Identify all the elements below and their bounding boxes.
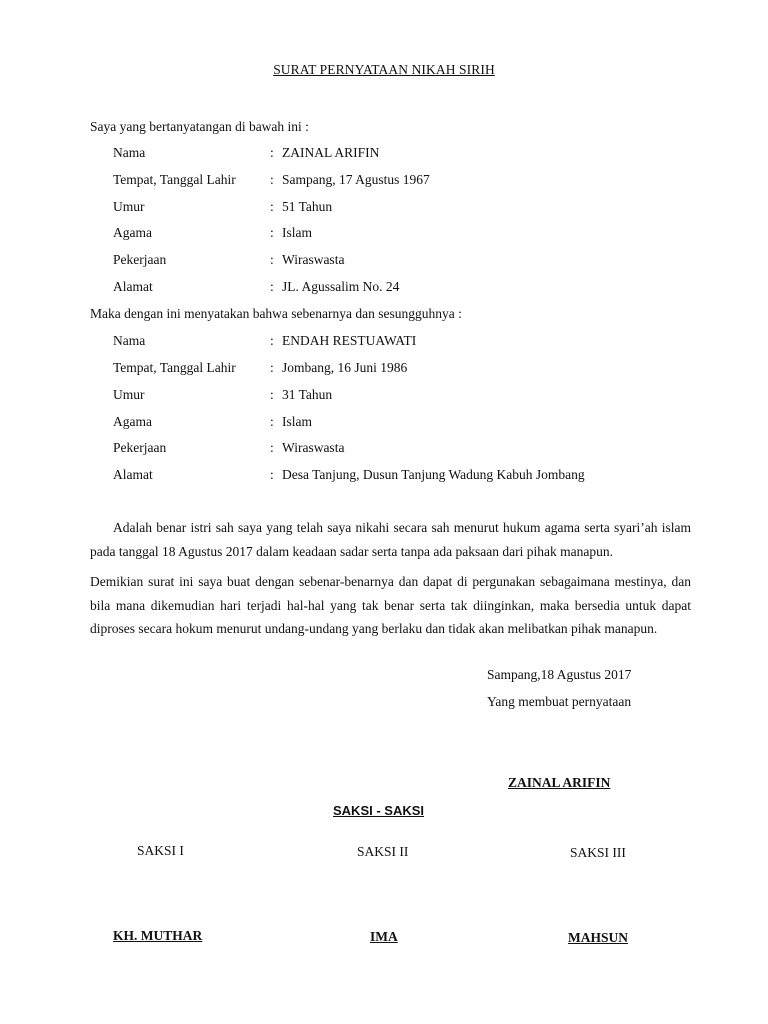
- party1-birth-label: Tempat, Tanggal Lahir: [113, 172, 236, 187]
- intro-text: Saya yang bertanyatangan di bawah ini :: [90, 119, 309, 134]
- party1-age-label: Umur: [113, 199, 145, 214]
- party2-job-sep: :: [270, 440, 274, 455]
- party1-age-sep: :: [270, 199, 274, 214]
- party1-religion-label: Agama: [113, 225, 152, 240]
- witness1-label: SAKSI I: [137, 843, 184, 858]
- party2-name-sep: :: [270, 333, 274, 348]
- party1-name-value: ZAINAL ARIFIN: [282, 145, 380, 160]
- party2-birth-label: Tempat, Tanggal Lahir: [113, 360, 236, 375]
- party1-job-sep: :: [270, 252, 274, 267]
- party2-birth-sep: :: [270, 360, 274, 375]
- party2-birth-value: Jombang, 16 Juni 1986: [282, 360, 408, 375]
- party2-name-value: ENDAH RESTUAWATI: [282, 333, 417, 348]
- party1-address-label: Alamat: [113, 279, 153, 294]
- party1-religion-value: Islam: [282, 225, 312, 240]
- party1-age-value: 51 Tahun: [282, 199, 333, 214]
- party1-name-label: Nama: [113, 145, 146, 160]
- party1-job-label: Pekerjaan: [113, 252, 167, 267]
- party2-job-value: Wiraswasta: [282, 440, 345, 455]
- witness2-name: IMA: [370, 929, 398, 944]
- witness1-name: KH. MUTHAR: [113, 928, 203, 943]
- party1-name-sep: :: [270, 145, 274, 160]
- witnesses-title: SAKSI - SAKSI: [333, 803, 425, 818]
- document-title: SURAT PERNYATAAN NIKAH SIRIH: [273, 62, 495, 77]
- party1-religion-sep: :: [270, 225, 274, 240]
- statement-paragraph: Adalah benar istri sah saya yang telah saya nikahi secara sah menurut hukum agama serta syari’ah islam pada tanggal 18 Agustus 2017 dalam keadaan sadar serta tanpa ada paksaan dari pihak manapun.: [90, 520, 691, 559]
- party2-religion-value: Islam: [282, 414, 312, 429]
- party1-birth-value: Sampang, 17 Agustus 1967: [282, 172, 430, 187]
- declaration-text: Maka dengan ini menyatakan bahwa sebenarnya dan sesungguhnya :: [90, 306, 462, 321]
- party1-birth-sep: :: [270, 172, 274, 187]
- party2-age-label: Umur: [113, 387, 145, 402]
- party2-name-label: Nama: [113, 333, 146, 348]
- witness2-label: SAKSI II: [357, 844, 409, 859]
- party2-religion-label: Agama: [113, 414, 152, 429]
- witness3-name: MAHSUN: [568, 930, 628, 945]
- maker-signature-name: ZAINAL ARIFIN: [508, 775, 611, 790]
- party1-address-sep: :: [270, 279, 274, 294]
- party2-address-value: Desa Tanjung, Dusun Tanjung Wadung Kabuh Jombang: [282, 467, 585, 482]
- witness3-label: SAKSI III: [570, 845, 626, 860]
- party2-address-label: Alamat: [113, 467, 153, 482]
- party1-address-value: JL. Agussalim No. 24: [282, 279, 400, 294]
- closing-paragraph: Demikian surat ini saya buat dengan sebenar-benarnya dan dapat di pergunakan sebagaimana mestinya, dan bila mana dikemudian hari terjadi hal-hal yang tak benar serta tak diinginkan, maka bersedia untuk dapat diproses secara hokum menurut undang-undang yang berlaku dan tidak akan melibatkan pihak manapun.: [90, 574, 691, 636]
- party2-job-label: Pekerjaan: [113, 440, 167, 455]
- party2-age-sep: :: [270, 387, 274, 402]
- party1-job-value: Wiraswasta: [282, 252, 345, 267]
- party2-address-sep: :: [270, 467, 274, 482]
- place-date: Sampang,18 Agustus 2017: [487, 667, 632, 682]
- maker-label: Yang membuat pernyataan: [487, 694, 632, 709]
- party2-age-value: 31 Tahun: [282, 387, 333, 402]
- party2-religion-sep: :: [270, 414, 274, 429]
